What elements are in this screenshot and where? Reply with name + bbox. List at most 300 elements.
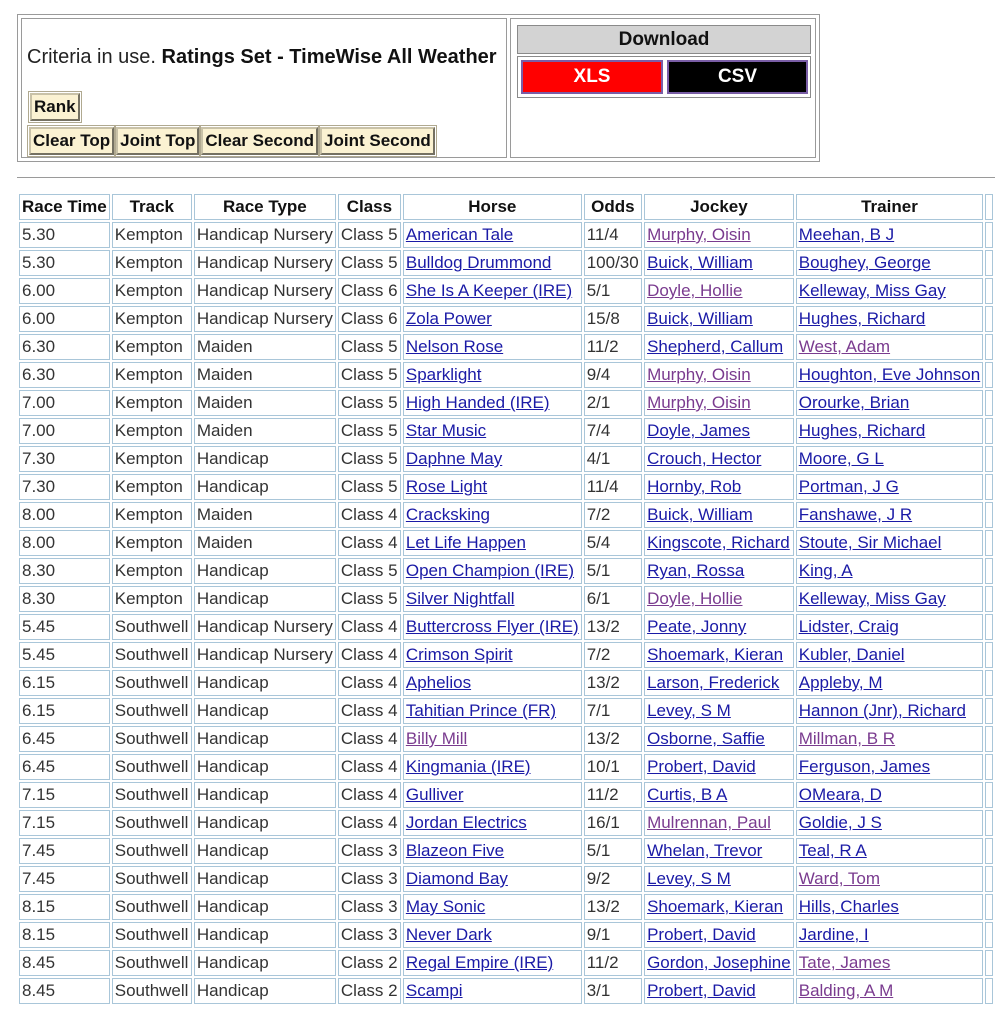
trainer-cell (796, 250, 983, 276)
trainer-link[interactable]: Houghton, Eve Johnson (798, 365, 981, 384)
trainer-cell (796, 950, 983, 976)
horse-link[interactable]: Gulliver (405, 785, 464, 804)
race-type-cell: Handicap (194, 866, 336, 892)
jockey-link[interactable]: Buick, William (647, 253, 753, 272)
horse-cell (403, 950, 582, 976)
table-row (19, 754, 993, 780)
jockey-link[interactable]: Shoemark, Kieran (647, 645, 784, 664)
race-type-cell: Maiden (194, 530, 336, 556)
jockey-link[interactable]: Murphy, Oisin (647, 225, 751, 244)
odds-cell: 13/2 (584, 894, 642, 920)
trainer-link[interactable]: Jardine, I (798, 925, 869, 944)
trainer-link[interactable]: Hughes, Richard (798, 309, 926, 328)
odds-cell: 13/2 (584, 614, 642, 640)
class-cell: Class 5 (338, 586, 401, 612)
trainer-cell (796, 782, 983, 808)
table-row (19, 558, 993, 584)
jockey-cell (644, 698, 794, 724)
horse-cell (403, 726, 582, 752)
horse-cell (403, 222, 582, 248)
horse-cell (403, 474, 582, 500)
horse-cell (403, 754, 582, 780)
col-class[interactable]: Class (338, 194, 401, 220)
truncated-cell (985, 390, 993, 416)
odds-cell: 11/2 (584, 782, 642, 808)
odds-cell: 9/4 (584, 362, 642, 388)
horse-link[interactable]: Aphelios (405, 673, 472, 692)
truncated-cell (985, 810, 993, 836)
truncated-cell (985, 698, 993, 724)
jockey-link[interactable]: Hornby, Rob (647, 477, 742, 496)
jockey-link[interactable]: Probert, David (647, 757, 756, 776)
class-cell: Class 5 (338, 418, 401, 444)
trainer-cell (796, 502, 983, 528)
jockey-link[interactable]: Mulrennan, Paul (647, 813, 771, 832)
odds-cell: 5/1 (584, 838, 642, 864)
table-row (19, 334, 993, 360)
horse-link[interactable]: Tahitian Prince (FR) (405, 701, 557, 720)
race-time-cell: 8.00 (19, 502, 110, 528)
trainer-link[interactable]: Fanshawe, J R (798, 505, 913, 524)
horse-link[interactable]: Open Champion (IRE) (405, 561, 575, 580)
horse-cell (403, 278, 582, 304)
truncated-cell (985, 474, 993, 500)
horse-link[interactable]: Kingmania (IRE) (405, 757, 531, 776)
horse-link[interactable]: Regal Empire (IRE) (405, 953, 554, 972)
col-race-type[interactable]: Race Type (194, 194, 336, 220)
trainer-link[interactable]: Kelleway, Miss Gay (798, 281, 946, 300)
horse-link[interactable]: May Sonic (405, 897, 486, 916)
race-time-cell: 6.00 (19, 306, 110, 332)
jockey-link[interactable]: Kingscote, Richard (647, 533, 790, 552)
race-time-cell: 7.15 (19, 810, 110, 836)
race-type-cell: Handicap Nursery (194, 222, 336, 248)
clear-second-button[interactable]: Clear Second (201, 127, 318, 155)
table-row (19, 250, 993, 276)
horse-cell (403, 390, 582, 416)
jockey-cell (644, 278, 794, 304)
trainer-link[interactable]: Portman, J G (798, 477, 899, 496)
jockey-link[interactable]: Shoemark, Kieran (647, 897, 784, 916)
results-table-container (17, 177, 995, 1014)
table-row (19, 222, 993, 248)
table-header-row (19, 194, 993, 220)
horse-cell (403, 866, 582, 892)
race-time-cell: 6.00 (19, 278, 110, 304)
table-body (19, 222, 993, 1004)
horse-link[interactable]: Buttercross Flyer (IRE) (405, 617, 579, 636)
horse-link[interactable]: American Tale (405, 225, 514, 244)
race-time-cell: 8.30 (19, 586, 110, 612)
odds-cell: 5/4 (584, 530, 642, 556)
race-type-cell: Maiden (194, 418, 336, 444)
horse-cell (403, 446, 582, 472)
download-heading: Download (517, 25, 811, 54)
race-type-cell: Handicap (194, 978, 336, 1004)
odds-cell: 4/1 (584, 446, 642, 472)
trainer-link[interactable]: Stoute, Sir Michael (798, 533, 942, 552)
track-cell: Kempton (112, 418, 192, 444)
trainer-link[interactable]: OMeara, D (798, 785, 882, 804)
horse-link[interactable]: Silver Nightfall (405, 589, 515, 608)
track-cell: Kempton (112, 558, 192, 584)
horse-link[interactable]: Zola Power (405, 309, 492, 328)
race-type-cell: Handicap (194, 922, 336, 948)
jockey-cell (644, 642, 794, 668)
table-row (19, 362, 993, 388)
horse-link[interactable]: Billy Mill (405, 729, 468, 748)
table-row (19, 978, 993, 1004)
race-type-cell: Maiden (194, 502, 336, 528)
odds-cell: 100/30 (584, 250, 642, 276)
download-buttons (517, 56, 811, 98)
track-cell: Kempton (112, 586, 192, 612)
trainer-link[interactable]: Ferguson, James (798, 757, 931, 776)
track-cell: Kempton (112, 474, 192, 500)
trainer-link[interactable]: Boughey, George (798, 253, 931, 272)
horse-link[interactable]: Sparklight (405, 365, 482, 384)
jockey-cell (644, 502, 794, 528)
race-type-cell: Handicap Nursery (194, 642, 336, 668)
track-cell: Kempton (112, 222, 192, 248)
trainer-cell (796, 754, 983, 780)
race-type-cell: Maiden (194, 362, 336, 388)
jockey-cell (644, 558, 794, 584)
truncated-cell (985, 278, 993, 304)
trainer-cell (796, 922, 983, 948)
race-type-cell: Handicap (194, 558, 336, 584)
race-time-cell: 5.30 (19, 250, 110, 276)
track-cell: Southwell (112, 754, 192, 780)
jockey-link[interactable]: Peate, Jonny (647, 617, 747, 636)
truncated-cell (985, 978, 993, 1004)
class-cell: Class 4 (338, 782, 401, 808)
horse-link[interactable]: Blazeon Five (405, 841, 505, 860)
jockey-cell (644, 614, 794, 640)
jockey-cell (644, 418, 794, 444)
jockey-cell (644, 894, 794, 920)
truncated-cell (985, 250, 993, 276)
filter-button-row (29, 127, 435, 155)
truncated-cell (985, 838, 993, 864)
track-cell: Southwell (112, 782, 192, 808)
truncated-cell (985, 418, 993, 444)
trainer-link[interactable]: Kubler, Daniel (798, 645, 905, 664)
race-type-cell: Handicap Nursery (194, 250, 336, 276)
odds-cell: 3/1 (584, 978, 642, 1004)
race-time-cell: 5.45 (19, 642, 110, 668)
col-track[interactable]: Track (112, 194, 192, 220)
table-row (19, 586, 993, 612)
odds-cell: 9/1 (584, 922, 642, 948)
jockey-link[interactable]: Ryan, Rossa (647, 561, 745, 580)
odds-cell: 11/4 (584, 222, 642, 248)
track-cell: Kempton (112, 362, 192, 388)
track-cell: Kempton (112, 502, 192, 528)
jockey-link[interactable]: Whelan, Trevor (647, 841, 763, 860)
class-cell: Class 5 (338, 474, 401, 500)
table-row (19, 810, 993, 836)
table-row (19, 418, 993, 444)
race-type-cell: Handicap (194, 446, 336, 472)
horse-link[interactable]: High Handed (IRE) (405, 393, 550, 412)
criteria-prefix: Criteria in use. (27, 46, 156, 68)
race-type-cell: Handicap Nursery (194, 306, 336, 332)
race-type-cell: Maiden (194, 334, 336, 360)
jockey-link[interactable]: Larson, Frederick (647, 673, 780, 692)
race-time-cell: 7.00 (19, 418, 110, 444)
track-cell: Kempton (112, 446, 192, 472)
horse-cell (403, 922, 582, 948)
track-cell: Southwell (112, 698, 192, 724)
jockey-link[interactable]: Gordon, Josephine (647, 953, 791, 972)
trainer-cell (796, 838, 983, 864)
jockey-link[interactable]: Probert, David (647, 925, 756, 944)
horse-link[interactable]: Star Music (405, 421, 487, 440)
trainer-link[interactable]: Orourke, Brian (798, 393, 910, 412)
jockey-cell (644, 222, 794, 248)
csv-download-button[interactable]: CSV (667, 60, 808, 94)
trainer-link[interactable]: Hannon (Jnr), Richard (798, 701, 966, 720)
trainer-cell (796, 614, 983, 640)
jockey-link[interactable]: Levey, S M (647, 701, 731, 720)
results-table (17, 192, 995, 1006)
trainer-link[interactable]: Balding, A M (798, 981, 894, 1000)
odds-cell: 11/4 (584, 474, 642, 500)
trainer-cell (796, 474, 983, 500)
jockey-link[interactable]: Murphy, Oisin (647, 393, 751, 412)
race-time-cell: 7.30 (19, 446, 110, 472)
jockey-cell (644, 474, 794, 500)
class-cell: Class 4 (338, 754, 401, 780)
jockey-link[interactable]: Doyle, James (647, 421, 751, 440)
table-row (19, 670, 993, 696)
trainer-link[interactable]: Appleby, M (798, 673, 883, 692)
jockey-cell (644, 362, 794, 388)
race-time-cell: 8.15 (19, 922, 110, 948)
track-cell: Kempton (112, 278, 192, 304)
trainer-cell (796, 670, 983, 696)
jockey-link[interactable]: Doyle, Hollie (647, 589, 743, 608)
jockey-link[interactable]: Crouch, Hector (647, 449, 762, 468)
horse-cell (403, 502, 582, 528)
jockey-link[interactable]: Shepherd, Callum (647, 337, 784, 356)
trainer-cell (796, 978, 983, 1004)
race-type-cell: Handicap (194, 782, 336, 808)
trainer-link[interactable]: Hills, Charles (798, 897, 899, 916)
col-trainer[interactable]: Trainer (796, 194, 983, 220)
jockey-link[interactable]: Levey, S M (647, 869, 731, 888)
trainer-link[interactable]: Ward, Tom (798, 869, 880, 888)
trainer-link[interactable]: Millman, B R (798, 729, 896, 748)
race-time-cell: 6.45 (19, 726, 110, 752)
trainer-cell (796, 334, 983, 360)
odds-cell: 5/1 (584, 278, 642, 304)
jockey-link[interactable]: Doyle, Hollie (647, 281, 743, 300)
horse-link[interactable]: Diamond Bay (405, 869, 508, 888)
jockey-cell (644, 726, 794, 752)
joint-second-button[interactable]: Joint Second (320, 127, 435, 155)
jockey-link[interactable]: Murphy, Oisin (647, 365, 751, 384)
truncated-cell (985, 586, 993, 612)
horse-cell (403, 558, 582, 584)
truncated-cell (985, 866, 993, 892)
race-type-cell: Handicap (194, 838, 336, 864)
truncated-cell (985, 502, 993, 528)
truncated-cell (985, 530, 993, 556)
table-row (19, 306, 993, 332)
trainer-cell (796, 586, 983, 612)
class-cell: Class 3 (338, 866, 401, 892)
race-time-cell: 8.30 (19, 558, 110, 584)
race-type-cell: Handicap (194, 474, 336, 500)
trainer-link[interactable]: King, A (798, 561, 853, 580)
jockey-cell (644, 810, 794, 836)
joint-top-button[interactable]: Joint Top (116, 127, 199, 155)
jockey-cell (644, 978, 794, 1004)
trainer-cell (796, 810, 983, 836)
trainer-link[interactable]: Goldie, J S (798, 813, 882, 832)
track-cell: Kempton (112, 390, 192, 416)
class-cell: Class 5 (338, 222, 401, 248)
jockey-link[interactable]: Osborne, Saffie (647, 729, 765, 748)
race-time-cell: 5.30 (19, 222, 110, 248)
trainer-link[interactable]: Moore, G L (798, 449, 884, 468)
track-cell: Kempton (112, 306, 192, 332)
truncated-cell (985, 614, 993, 640)
class-cell: Class 4 (338, 698, 401, 724)
horse-cell (403, 418, 582, 444)
horse-link[interactable]: Bulldog Drummond (405, 253, 552, 272)
col-race-time[interactable]: Race Time (19, 194, 110, 220)
truncated-cell (985, 922, 993, 948)
horse-cell (403, 642, 582, 668)
track-cell: Southwell (112, 670, 192, 696)
track-cell: Kempton (112, 250, 192, 276)
race-time-cell: 8.45 (19, 950, 110, 976)
race-time-cell: 7.45 (19, 838, 110, 864)
class-cell: Class 4 (338, 670, 401, 696)
odds-cell: 13/2 (584, 726, 642, 752)
trainer-link[interactable]: West, Adam (798, 337, 891, 356)
jockey-link[interactable]: Buick, William (647, 505, 753, 524)
col-extra (985, 194, 993, 220)
xls-download-button[interactable]: XLS (521, 60, 663, 94)
horse-link[interactable]: Jordan Electrics (405, 813, 527, 832)
truncated-cell (985, 782, 993, 808)
clear-top-button[interactable]: Clear Top (29, 127, 114, 155)
horse-link[interactable]: Rose Light (405, 477, 488, 496)
track-cell: Southwell (112, 810, 192, 836)
odds-cell: 6/1 (584, 586, 642, 612)
col-odds[interactable]: Odds (584, 194, 642, 220)
table-row (19, 390, 993, 416)
race-time-cell: 6.45 (19, 754, 110, 780)
horse-link[interactable]: Scampi (405, 981, 463, 1000)
truncated-cell (985, 754, 993, 780)
horse-link[interactable]: Never Dark (405, 925, 492, 944)
race-time-cell: 6.15 (19, 698, 110, 724)
class-cell: Class 5 (338, 446, 401, 472)
trainer-cell (796, 558, 983, 584)
class-cell: Class 4 (338, 530, 401, 556)
race-time-cell: 6.30 (19, 362, 110, 388)
table-row (19, 446, 993, 472)
race-time-cell: 8.15 (19, 894, 110, 920)
rank-button[interactable]: Rank (30, 93, 80, 121)
track-cell: Southwell (112, 642, 192, 668)
track-cell: Southwell (112, 978, 192, 1004)
jockey-link[interactable]: Probert, David (647, 981, 756, 1000)
jockey-cell (644, 446, 794, 472)
horse-cell (403, 614, 582, 640)
jockey-cell (644, 670, 794, 696)
jockey-cell (644, 250, 794, 276)
odds-cell: 10/1 (584, 754, 642, 780)
jockey-cell (644, 782, 794, 808)
criteria-section (21, 18, 507, 158)
trainer-cell (796, 866, 983, 892)
trainer-link[interactable]: Meehan, B J (798, 225, 895, 244)
track-cell: Southwell (112, 614, 192, 640)
class-cell: Class 5 (338, 362, 401, 388)
trainer-cell (796, 362, 983, 388)
trainer-link[interactable]: Tate, James (798, 953, 891, 972)
jockey-cell (644, 390, 794, 416)
trainer-cell (796, 726, 983, 752)
class-cell: Class 4 (338, 502, 401, 528)
trainer-link[interactable]: Teal, R A (798, 841, 867, 860)
trainer-link[interactable]: Lidster, Craig (798, 617, 899, 636)
horse-link[interactable]: Nelson Rose (405, 337, 504, 356)
horse-link[interactable]: Crimson Spirit (405, 645, 513, 664)
odds-cell: 9/2 (584, 866, 642, 892)
horse-cell (403, 250, 582, 276)
col-jockey[interactable]: Jockey (644, 194, 794, 220)
class-cell: Class 4 (338, 642, 401, 668)
race-type-cell: Handicap (194, 894, 336, 920)
horse-cell (403, 894, 582, 920)
race-time-cell: 7.00 (19, 390, 110, 416)
race-time-cell: 8.45 (19, 978, 110, 1004)
horse-link[interactable]: She Is A Keeper (IRE) (405, 281, 573, 300)
trainer-link[interactable]: Kelleway, Miss Gay (798, 589, 946, 608)
race-type-cell: Handicap (194, 670, 336, 696)
race-type-cell: Handicap (194, 754, 336, 780)
criteria-text (27, 46, 497, 69)
trainer-link[interactable]: Hughes, Richard (798, 421, 926, 440)
table-row (19, 278, 993, 304)
horse-link[interactable]: Let Life Happen (405, 533, 526, 552)
odds-cell: 7/4 (584, 418, 642, 444)
horse-link[interactable]: Cracksking (405, 505, 490, 524)
trainer-cell (796, 642, 983, 668)
class-cell: Class 3 (338, 922, 401, 948)
col-horse[interactable]: Horse (403, 194, 582, 220)
jockey-cell (644, 950, 794, 976)
trainer-cell (796, 306, 983, 332)
jockey-link[interactable]: Curtis, B A (647, 785, 728, 804)
odds-cell: 7/2 (584, 502, 642, 528)
horse-link[interactable]: Daphne May (405, 449, 503, 468)
jockey-link[interactable]: Buick, William (647, 309, 753, 328)
horse-cell (403, 698, 582, 724)
trainer-cell (796, 390, 983, 416)
jockey-cell (644, 306, 794, 332)
truncated-cell (985, 642, 993, 668)
race-time-cell: 7.30 (19, 474, 110, 500)
class-cell: Class 3 (338, 894, 401, 920)
